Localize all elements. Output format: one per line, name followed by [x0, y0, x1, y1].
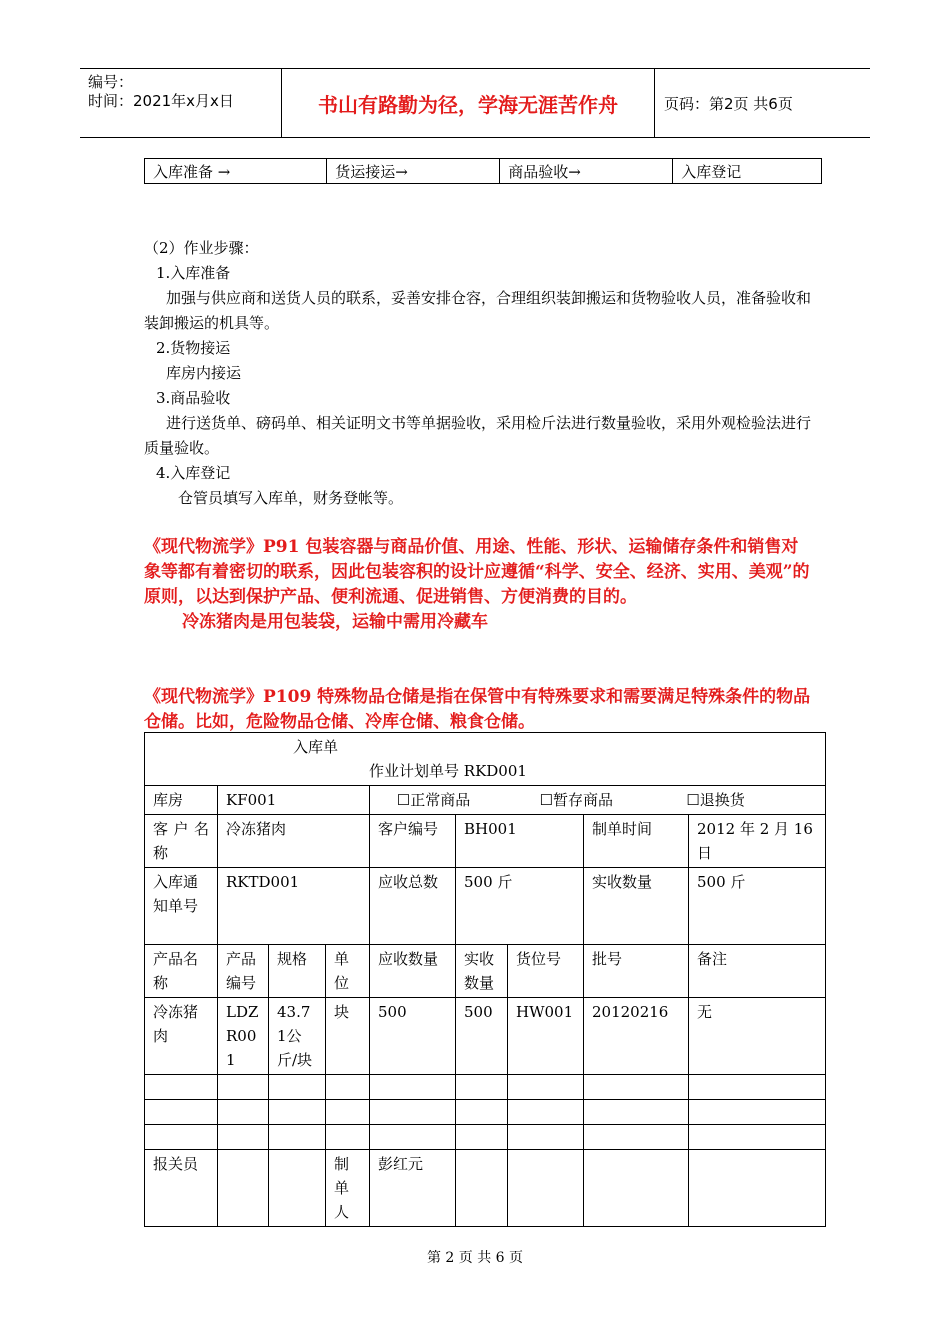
actual-label: 实收数量 — [584, 868, 689, 945]
page-footer: 第 2 页 共 6 页 — [426, 1250, 524, 1266]
row-cell: HW001 — [508, 998, 584, 1075]
blank-cell — [584, 1150, 689, 1227]
date-value: 2012 年 2 月 16 日 — [689, 815, 826, 868]
blank-cell — [689, 1150, 826, 1227]
step-2-body: 库房内接运 — [166, 364, 242, 382]
col-header: 产品名称 — [145, 945, 218, 998]
header-motto: 书山有路勤为径，学海无涯苦作舟 — [282, 69, 655, 137]
blank-cell — [456, 1150, 508, 1227]
empty-row — [145, 1075, 826, 1100]
temp-goods-checkbox[interactable]: ☐暂存商品 — [539, 791, 614, 809]
empty-row — [145, 1125, 826, 1150]
step-4-title: 4.入库登记 — [156, 464, 231, 482]
flow-step: 商品验收→ — [500, 159, 673, 184]
steps-title: （2）作业步骤： — [144, 239, 259, 257]
blank-cell — [508, 1150, 584, 1227]
maker-label: 制单人 — [326, 1150, 370, 1227]
customer-value: 冷冻猪肉 — [218, 815, 370, 868]
warehouse-value: KF001 — [218, 786, 370, 815]
row-cell: 20120216 — [584, 998, 689, 1075]
number-label: 编号： — [88, 73, 134, 91]
customer-no-value: BH001 — [456, 815, 584, 868]
row-cell: 无 — [689, 998, 826, 1075]
step-1-title: 1.入库准备 — [156, 264, 231, 282]
col-header: 产品编号 — [218, 945, 269, 998]
time-label: 时间：2021年x月x日 — [88, 92, 234, 110]
customs-value — [218, 1150, 269, 1227]
storage-paragraph: 《现代物流学》P109 特殊物品仓储是指在保管中有特殊要求和需要满足特殊条件的物品仓储。比如，危险物品仓储、冷库仓储、粮食仓储。 — [144, 687, 811, 732]
actual-value: 500 斤 — [689, 868, 826, 945]
notice-label: 入库通知单号 — [145, 868, 218, 945]
flow-step: 入库登记 — [673, 159, 822, 184]
due-total-value: 500 斤 — [456, 868, 584, 945]
step-2-title: 2.货物接运 — [156, 339, 231, 357]
page-header — [80, 68, 870, 138]
date-label: 制单时间 — [584, 815, 689, 868]
row-cell: 块 — [326, 998, 370, 1075]
notice-value: RKTD001 — [218, 868, 370, 945]
step-1-body: 加强与供应商和送货人员的联系，妥善安排仓容，合理组织装卸搬运和货物验收人员，准备验收和装卸搬运的机具等。 — [144, 289, 812, 332]
form-title: 入库单 — [293, 738, 339, 756]
normal-goods-checkbox[interactable]: ☐正常商品 — [396, 791, 471, 809]
header-page-info: 页码：第2页 共6页 — [664, 94, 793, 113]
maker-value: 彭红元 — [370, 1150, 456, 1227]
packaging-paragraph: 《现代物流学》P91 包装容器与商品价值、用途、性能、形状、运输储存条件和销售对象等都有着密切的联系，因此包装容积的设计应遵循“科学、安全、经济、实用、美观”的原则，以达到保护产品、便利流通、促进销售、方便消费的目的。 — [144, 537, 810, 607]
process-flow-table — [144, 158, 822, 184]
return-goods-checkbox[interactable]: ☐退换货 — [686, 791, 745, 809]
row-cell: LDZR001 — [218, 998, 269, 1075]
red-note-packaging — [144, 535, 814, 635]
row-cell: 43.71公斤/块 — [269, 998, 326, 1075]
step-3-title: 3.商品验收 — [156, 389, 231, 407]
steps-section — [144, 236, 824, 511]
col-header: 实收数量 — [456, 945, 508, 998]
empty-row — [145, 1100, 826, 1125]
header-meta — [80, 69, 282, 137]
col-header: 备注 — [689, 945, 826, 998]
blank-cell — [269, 1150, 326, 1227]
goods-type-options — [370, 786, 826, 815]
red-note-storage — [144, 685, 814, 735]
col-header: 规格 — [269, 945, 326, 998]
due-total-label: 应收总数 — [370, 868, 456, 945]
form-title-cell — [145, 733, 826, 786]
plan-number: 作业计划单号 RKD001 — [369, 762, 527, 780]
packaging-note: 冷冻猪肉是用包装袋，运输中需用冷藏车 — [182, 612, 488, 632]
flow-step: 入库准备 → — [145, 159, 327, 184]
col-header: 批号 — [584, 945, 689, 998]
row-cell: 500 — [370, 998, 456, 1075]
row-cell: 冷冻猪肉 — [145, 998, 218, 1075]
col-header: 应收数量 — [370, 945, 456, 998]
step-4-body: 仓管员填写入库单，财务登帐等。 — [178, 489, 404, 507]
customs-label: 报关员 — [145, 1150, 218, 1227]
step-3-body: 进行送货单、磅码单、相关证明文书等单据验收，采用检斤法进行数量验收，采用外观检验法进行质量验收。 — [144, 414, 812, 457]
row-cell: 500 — [456, 998, 508, 1075]
warehouse-label: 库房 — [145, 786, 218, 815]
col-header: 货位号 — [508, 945, 584, 998]
customer-label: 客户名称 — [145, 815, 218, 868]
customer-no-label: 客户编号 — [370, 815, 456, 868]
flow-step: 货运接运→ — [327, 159, 500, 184]
col-header: 单位 — [326, 945, 370, 998]
warehouse-receipt-form — [144, 732, 826, 1227]
